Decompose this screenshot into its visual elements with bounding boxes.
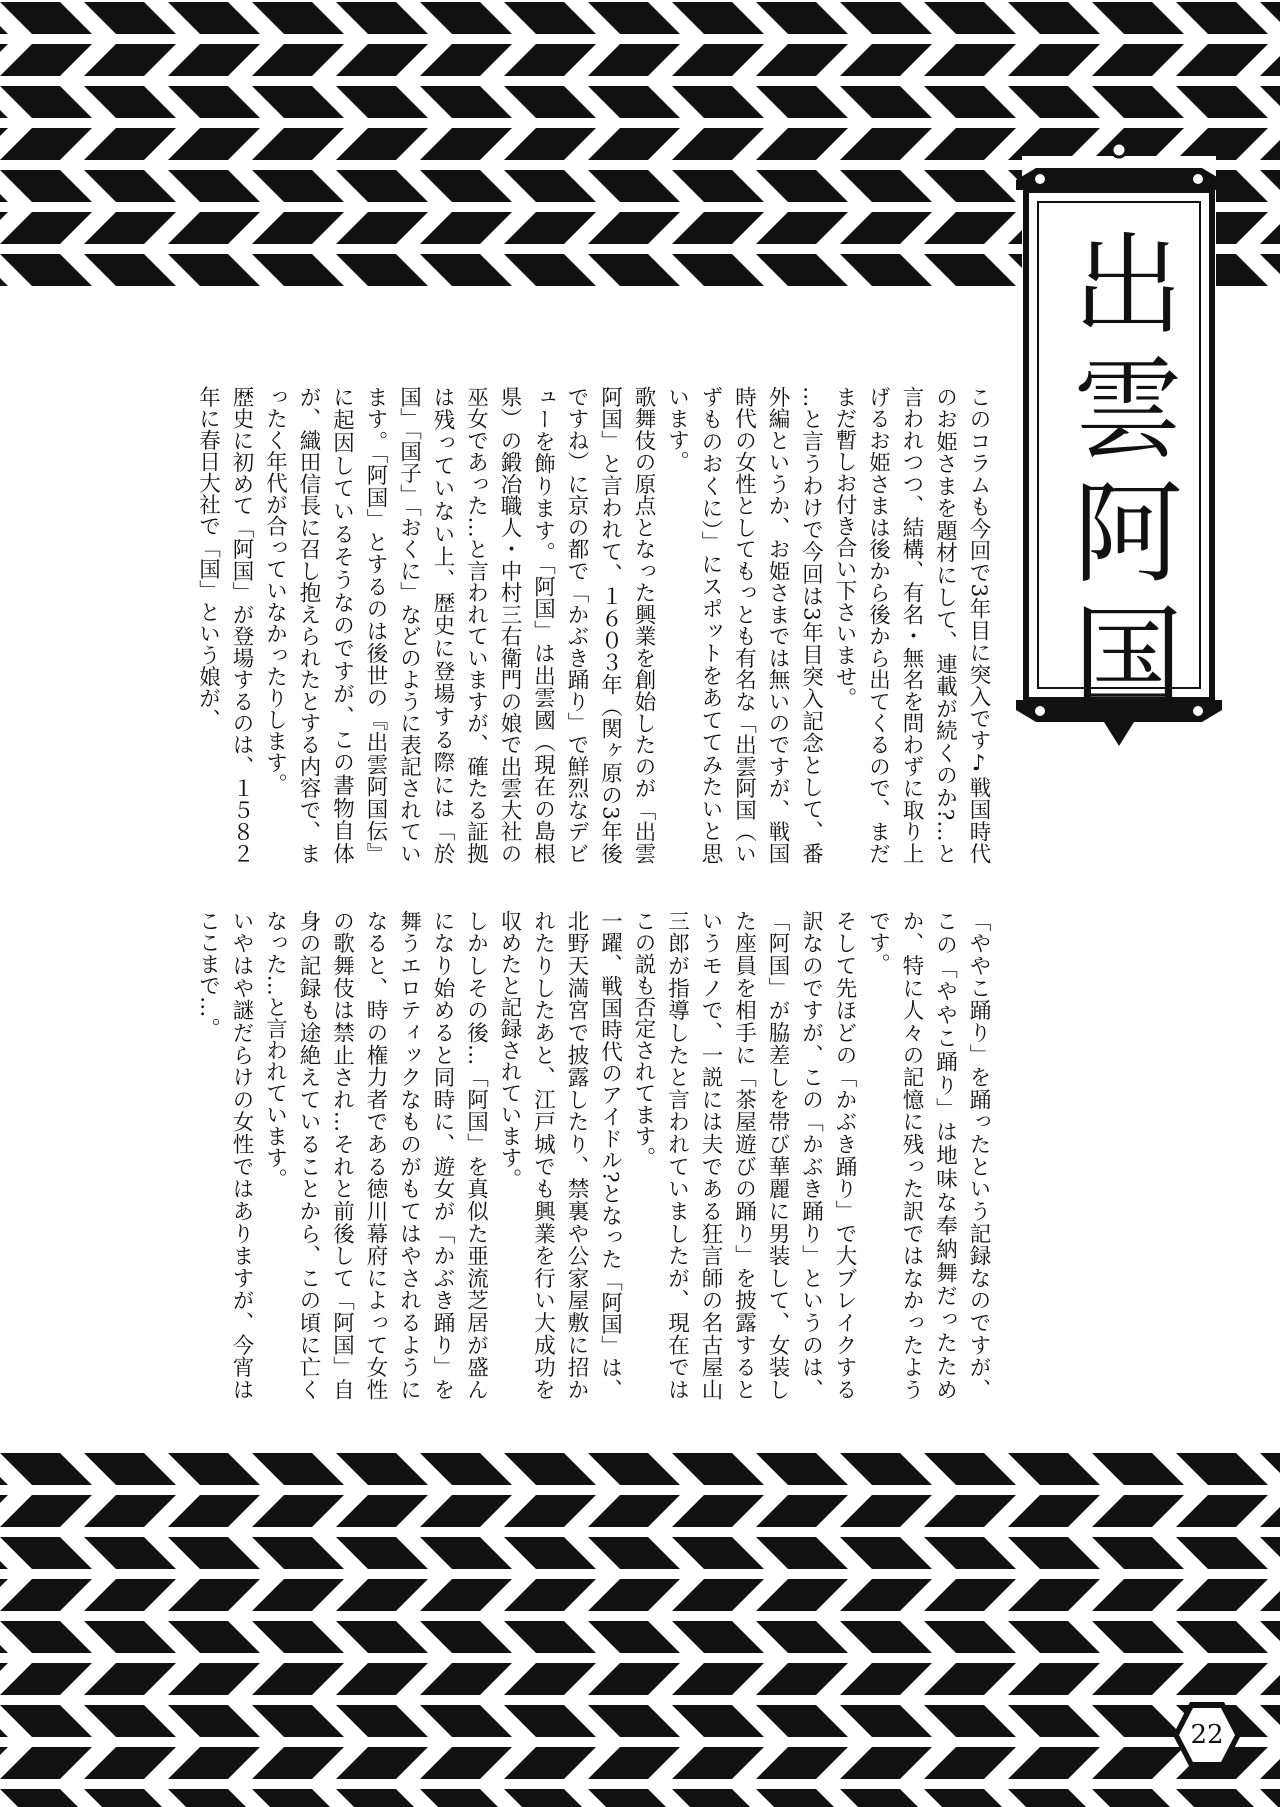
- paragraph: しかしその後…「阿国」を真似た亜流芝居が盛んになり始めると同時に、遊女が「かぶき踊り」を舞うエロティックなものがもてはやされるようになると、時の権力者である徳川幕府によって女性の歌舞伎は禁止され…それと前後して「阿国」自身の記録も途絶えていることから、この頃に亡くなった…と言われています。: [262, 910, 489, 1400]
- paragraph: 歴史に初めて「阿国」が登場するのは、１５８２年に春日大社で「国」という娘が、: [195, 386, 254, 864]
- page-title: 出雲阿国: [1055, 227, 1183, 723]
- bottom-pattern-band: [0, 1445, 1280, 1807]
- paragraph: 「ややこ踊り」を踊ったという記録なのですが、この「ややこ踊り」は地味な奉納舞だったためか、特に人々の記憶に残った訳ではなかったようです。: [865, 910, 991, 1400]
- paragraph: そして先ほどの「かぶき踊り」で大ブレイクする訳なのですが、この「かぶき踊り」というのは、「阿国」が脇差しを帯び華麗に男装して、女装した座員を相手に「茶屋遊びの踊り」を披露するというモノで、一説には夫である狂言師の名古屋山三郎が指導したと言われていましたが、現在ではこの説も否定されてます。: [631, 910, 857, 1400]
- paragraph: いやはや謎だらけの女性ではありますが、今宵はここまで…。: [195, 910, 254, 1400]
- article-block-lower: [140, 910, 995, 1400]
- paragraph: 一躍、戦国時代のアイドル?となった「阿国」は、北野天満宮で披露したり、禁裏や公家屋敷に招かれたりしたあと、江戸城でも興業を行い大成功を収めたと記録されています。: [497, 910, 623, 1400]
- article-block-upper: [140, 386, 995, 864]
- paragraph: …と言うわけで今回は3年目突入記念として、番外編というか、お姫さまでは無いのですが、戦国時代の女性としてもっとも有名な「出雲阿国（いずものおくに）」にスポットをあててみたいと思います。: [664, 386, 824, 865]
- paragraph: このコラムも今回で3年目に突入です♪戦国時代のお姫さまを題材にして、連載が続くのか?…と言われつつ、結構、有名・無名を問わずに取り上げるお姫さまは後から後から出てくるので、まだまだ暫しお付き合い下さいませ。: [832, 386, 991, 865]
- yagasuri-pattern-bottom: [0, 1445, 1280, 1807]
- page-number: 22: [1190, 1720, 1224, 1750]
- title-plaque: [1016, 140, 1222, 752]
- paragraph: 歌舞伎の原点となった興業を創始したのが「出雲阿国」と言われて、１６０３年（関ヶ原の3年後ですね）に京の都で「かぶき踊り」で鮮烈なデビューを飾ります。「阿国」は出雲國（現在の島根県）の鍛冶職人・中村三右衛門の娘で出雲大社の巫女であった…と言われていますが、確たる証拠は残っていない上、歴史に登場する際には「於国」「国子」「おくに」などのように表記されています。「阿国」とするのは後世の『出雲阿国伝』に起因しているそうなのですが、この書物自体が、織田信長に召し抱えられたとする内容で、まったく年代が合っていなかったりします。: [262, 386, 656, 865]
- page-number-badge: [1172, 1700, 1242, 1770]
